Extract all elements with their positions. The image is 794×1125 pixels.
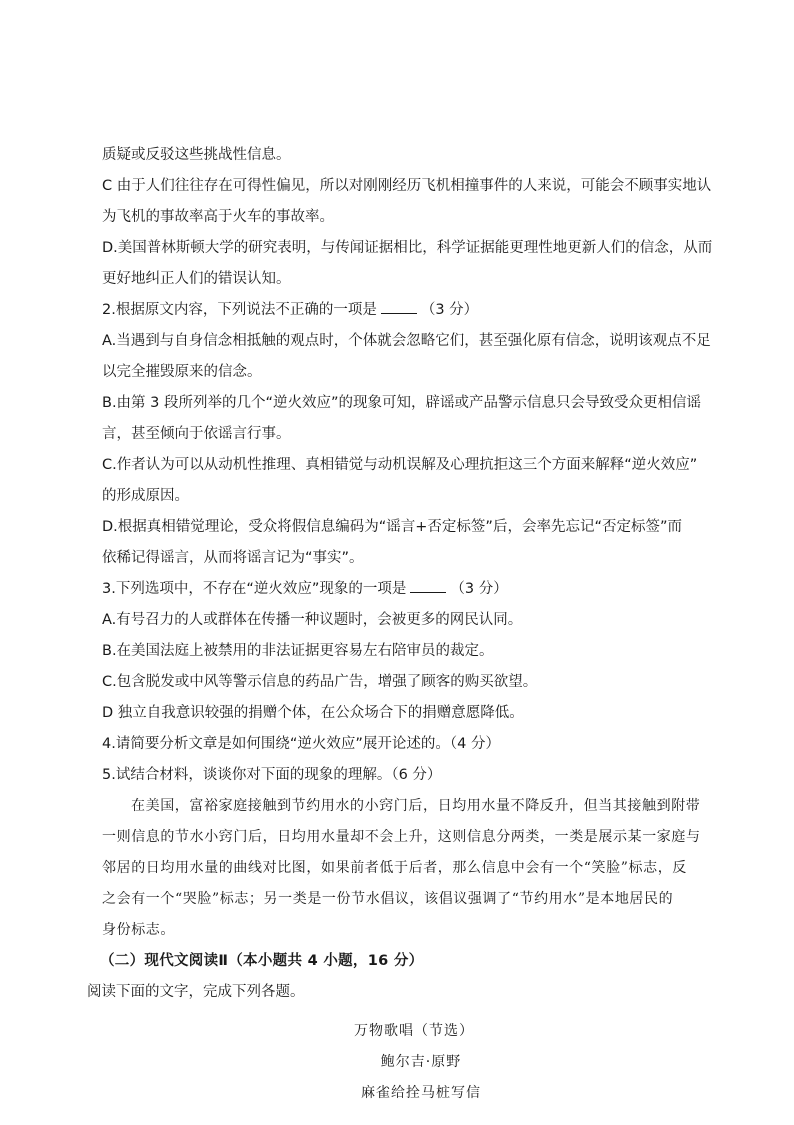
answer-blank[interactable] [410, 580, 446, 593]
instruction-line: 阅读下面的文字，完成下列各题。 [87, 984, 305, 1000]
option-d: D 独立自我意识较强的捐赠个体，在公众场合下的捐赠意愿降低。 [102, 705, 524, 721]
excerpt-line: 邻居的日均用水量的曲线对比图，如果前者低于后者，那么信息中会有一个“笑脸”标志，反 [102, 860, 687, 876]
option-c: C 由于人们往往存在可得性偏见，所以对刚刚经历飞机相撞事件的人来说，可能会不顾事实地认 [102, 178, 712, 194]
option-d: D.根据真相错觉理论，受众将假信息编码为“谣言+否定标签”后，会率先忘记“否定标签”而 [102, 519, 682, 535]
question-2 [102, 295, 766, 326]
option-b: B.由第 3 段所列举的几个“逆火效应”的现象可知，辟谣或产品警示信息只会导致受众更相信谣 [102, 395, 702, 411]
option-c: C.包含脱发或中风等警示信息的药品广告，增强了顾客的购买欲望。 [102, 674, 538, 690]
article-author: 鲍尔吉·原野 [380, 1054, 462, 1070]
question-2-text: 2.根据原文内容，下列说法不正确的一项是 [102, 302, 377, 318]
text-line: 更好地纠正人们的错误认知。 [102, 271, 291, 287]
article-subtitle: 麻雀给拴马桩写信 [361, 1085, 481, 1101]
option-d: D.美国普林斯顿大学的研究表明，与传闻证据相比，科学证据能更理性地更新人们的信念，从而 [102, 240, 713, 256]
spacer [102, 1008, 766, 1016]
question-5: 5.试结合材料，谈谈你对下面的现象的理解。（6 分） [102, 767, 442, 783]
question-3 [102, 574, 766, 605]
excerpt-line: 一则信息的节水小窍门后，日均用水量却不会上升，这则信息分两类，一类是展示某一家庭与 [102, 829, 701, 845]
text-line: 以完全摧毁原来的信念。 [102, 364, 262, 380]
question-3-score: （3 分） [450, 581, 508, 597]
text-line: 的形成原因。 [102, 488, 189, 504]
text-line: 质疑或反驳这些挑战性信息。 [102, 147, 291, 163]
section-heading: （二）现代文阅读Ⅱ（本小题共 4 小题，16 分） [100, 953, 424, 969]
text-line: 依稀记得谣言，从而将谣言记为“事实”。 [102, 550, 364, 566]
text-line: 为飞机的事故率高于火车的事故率。 [102, 209, 334, 225]
question-2-score: （3 分） [420, 302, 479, 318]
question-3-text: 3.下列选项中，不存在“逆火效应”现象的一项是 [102, 581, 407, 597]
excerpt-line: 在美国，富裕家庭接触到节约用水的小窍门后，日均用水量不降反升，但当其接触到附带 [131, 798, 701, 814]
excerpt-line: 身份标志。 [102, 922, 175, 938]
option-a: A.有号召力的人或群体在传播一种议题时，会被更多的网民认同。 [102, 612, 523, 628]
article-title: 万物歌唱（节选） [354, 1023, 474, 1039]
answer-blank[interactable] [381, 301, 417, 314]
page-content [87, 140, 766, 1109]
text-line: 言，甚至倾向于依谣言行事。 [102, 426, 291, 442]
excerpt-line: 之会有一个“哭脸”标志；另一类是一份节水倡议，该倡议强调了“节约用水”是本地居民的 [102, 891, 674, 907]
option-c: C.作者认为可以从动机性推理、真相错觉与动机误解及心理抗拒这三个方面来解释“逆火效应” [102, 457, 698, 473]
option-b: B.在美国法庭上被禁用的非法证据更容易左右陪审员的裁定。 [102, 643, 494, 659]
question-4: 4.请简要分析文章是如何围绕“逆火效应”展开论述的。（4 分） [102, 736, 500, 752]
option-a: A.当遇到与自身信念相抵触的观点时，个体就会忽略它们，甚至强化原有信念，说明该观点不足 [102, 333, 711, 349]
